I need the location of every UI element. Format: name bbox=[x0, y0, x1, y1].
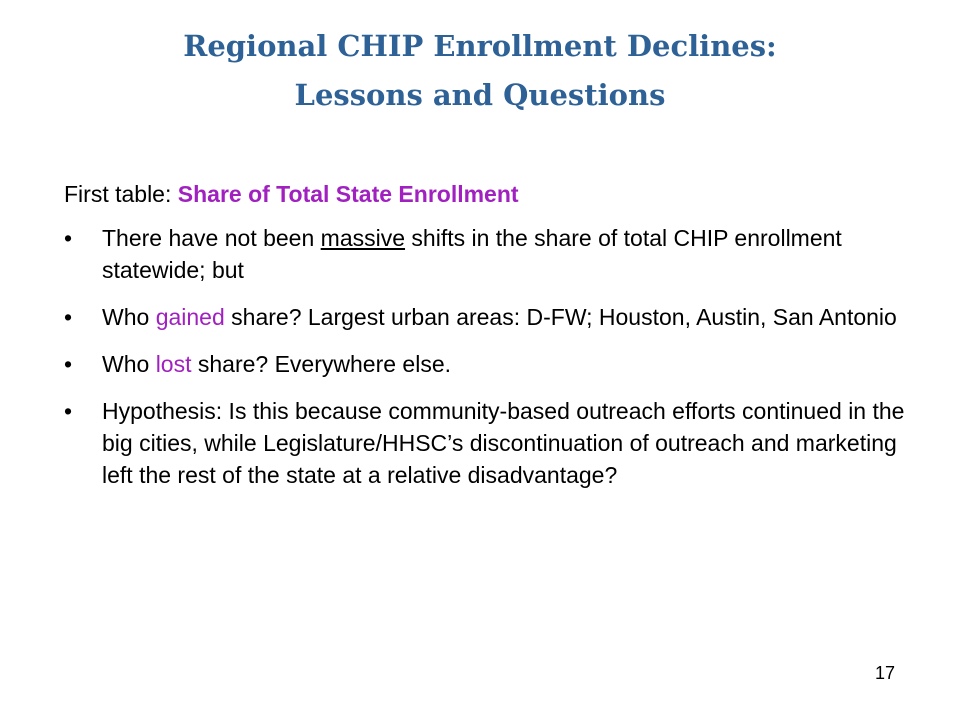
bullet-text-start: Who bbox=[102, 351, 156, 377]
bullet-text-end: shifts in the share of total CHIP enrollment statewide; but bbox=[102, 225, 842, 283]
bullet-icon: • bbox=[64, 351, 73, 377]
bullet-item-massive-shifts bbox=[64, 222, 914, 286]
bullet-icon: • bbox=[64, 398, 73, 424]
bullet-emphasis-gained: gained bbox=[155, 304, 225, 330]
bullet-icon: • bbox=[64, 225, 73, 251]
slide-title bbox=[0, 22, 960, 120]
bullet-item-hypothesis bbox=[64, 395, 914, 491]
slide-title-line-2: Lessons and Questions bbox=[294, 78, 666, 112]
intro-prefix: First table: bbox=[64, 181, 178, 207]
bullet-emphasis-massive: massive bbox=[320, 225, 406, 251]
intro-line bbox=[64, 177, 519, 211]
bullet-icon: • bbox=[64, 304, 73, 330]
bullet-list bbox=[64, 222, 914, 506]
slide-title-line-1: Regional CHIP Enrollment Declines: bbox=[183, 29, 777, 63]
bullet-text-end: share? Everywhere else. bbox=[191, 351, 451, 377]
bullet-text-start: There have not been bbox=[102, 225, 321, 251]
bullet-emphasis-lost: lost bbox=[155, 351, 192, 377]
bullet-item-gained-share bbox=[64, 301, 914, 333]
page-number: 17 bbox=[874, 663, 895, 683]
bullet-text-start: Who bbox=[102, 304, 156, 330]
intro-highlight: Share of Total State Enrollment bbox=[177, 181, 519, 207]
bullet-text: Hypothesis: Is this because community-based outreach efforts continued in the big cities, while Legislature/HHSC’s discontinuation of outreach and marketing left the rest of the state at a relative disadvantage? bbox=[102, 398, 905, 488]
bullet-text-end: share? Largest urban areas: D-FW; Houston, Austin, San Antonio bbox=[224, 304, 897, 330]
bullet-item-lost-share bbox=[64, 348, 914, 380]
